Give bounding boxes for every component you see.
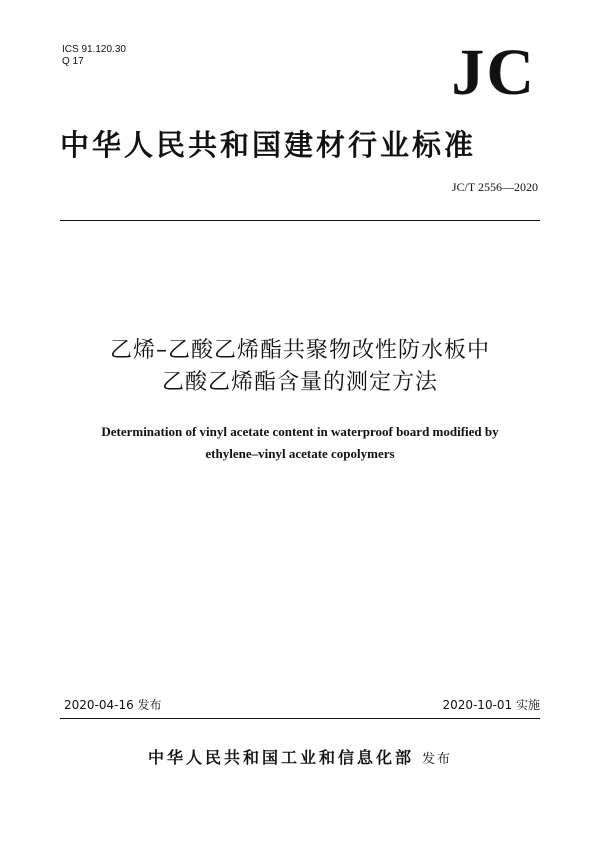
ics-code: ICS 91.120.30	[62, 44, 126, 55]
implement-date: 2020-10-01 实施	[442, 698, 540, 712]
top-divider	[60, 220, 540, 221]
ccs-code: Q 17	[62, 56, 84, 67]
standard-series-title: 中华人民共和国建材行业标准	[60, 128, 477, 162]
english-title-line2: ethylene–vinyl acetate copolymers	[205, 446, 395, 461]
chinese-title-line1: 乙烯–乙酸乙烯酯共聚物改性防水板中	[109, 338, 490, 363]
english-title-line1: Determination of vinyl acetate content in waterproof board modified by	[101, 424, 499, 439]
issuer-name: 中华人民共和国工业和信息化部	[147, 748, 414, 767]
issuer-verb: 发布	[422, 752, 453, 767]
standard-logo: JC	[451, 36, 536, 109]
bottom-divider	[60, 718, 540, 719]
chinese-title-line2: 乙酸乙烯酯含量的测定方法	[161, 370, 438, 395]
standard-number: JC/T 2556—2020	[451, 180, 538, 194]
classification-codes	[62, 44, 126, 68]
publish-date: 2020-04-16 发布	[64, 698, 162, 712]
issuing-authority	[0, 746, 600, 772]
